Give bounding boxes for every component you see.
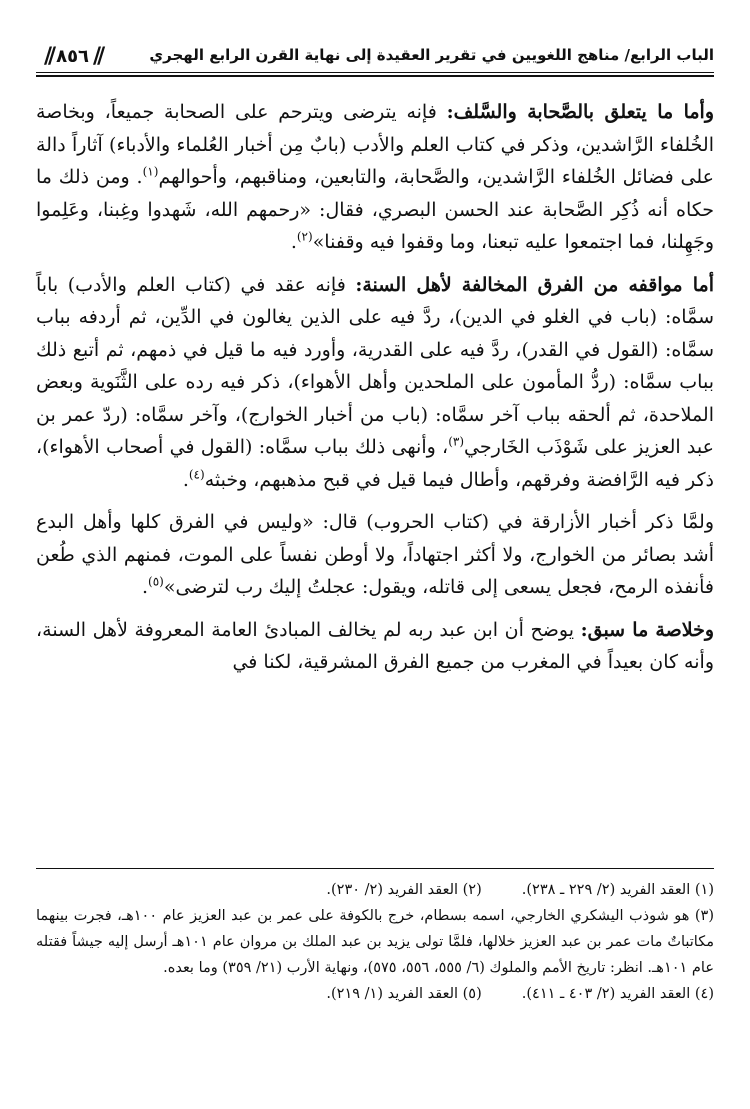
header-rule-thick bbox=[36, 75, 714, 77]
footnote-ref[interactable]: (٣) bbox=[448, 434, 465, 449]
page-number-box bbox=[42, 42, 103, 70]
footnotes bbox=[36, 868, 714, 1007]
footnote-ref[interactable]: (٤) bbox=[188, 467, 205, 482]
paragraph-lead: وأما ما يتعلق بالصَّحابة والسَّلف: bbox=[446, 101, 714, 123]
running-header bbox=[36, 38, 714, 80]
footnote-separator bbox=[36, 868, 714, 869]
main-text bbox=[36, 96, 714, 689]
footnote-2: (٢) العقد الفريد (٢/ ٢٣٠). bbox=[326, 882, 482, 898]
paragraph-end: . bbox=[182, 468, 189, 491]
paragraph-lead: أما مواقفه من الفرق المخالفة لأهل السنة: bbox=[355, 273, 714, 296]
slash-ornament-right: // bbox=[93, 43, 102, 69]
footnote-ref[interactable]: (٥) bbox=[148, 574, 164, 589]
footnote-list bbox=[36, 877, 714, 1007]
paragraph-text: يوضح أن ابن عبد ربه لم يخالف المبادئ العامة المعروفة لأهل السنة، وأنه كان بعيداً في المغرب من جميع الفرق المشرقية، لكنا في bbox=[36, 618, 714, 673]
paragraph-text: . ومن ذلك ما حكاه أنه ذُكِر الصَّحابة عند الحسن البصري، فقال: «رحمهم الله، شَهدوا وغِبنا، وعَلِموا وجَهِلنا، فما اجتمعوا عليه تبعنا، وما وقفوا فيه وقفنا» bbox=[36, 166, 714, 253]
paragraph-end: . bbox=[141, 576, 149, 598]
paragraph-text: فإنه عقد في (كتاب العلم والأدب) باباً سمَّاه: (باب في الغلو في الدين)، ردَّ فيه على الذين يغالون في الدِّين، ثم أردفه بباب سمَّاه: (القول في القدر)، ردَّ فيه على القدرية، وأورد فيه ما قيل في ذمهم، ثم أتبع ذلك بباب سمَّاه: (ردُّ المأمون على الملحدين وأهل الأهواء)، ذكر فيه رده على الثَّنَوية وبعض الملاحدة، ثم ألحقه بباب آخر سمَّاه: (باب من أخبار الخوارج)، وآخر سمَّاه: (ردّ عمر بن عبد العزيز على شَوْذَب الخَارجي bbox=[36, 273, 714, 458]
footnote-row bbox=[36, 877, 714, 903]
footnote-ref[interactable]: (١) bbox=[142, 164, 159, 179]
paragraph-lead: وخلاصة ما سبق: bbox=[580, 618, 714, 641]
footnote-3: (٣) هو شوذب اليشكري الخارجي، اسمه بسطام، خرج بالكوفة على عمر بن عبد العزيز عام ١٠٠هـ، فجرت بينهما مكاتباتٌ مات عمر بن عبد العزيز خلالها، فلمَّا تولى يزيد بن عبد الملك بن مروان عام ١٠١هـ أرسل إليه جيشاً فقتله عام ١٠١هـ. انظر: تاريخ الأمم والملوك (٦/ ٥٥٥، ٥٥٦، ٥٧٥)، ونهاية الأرب (٢١/ ٣٥٩) وما بعده. bbox=[36, 908, 714, 976]
paragraph-end: . bbox=[290, 231, 297, 253]
paragraph-text: فإنه يترضى ويترحم على الصحابة جميعاً، وبخاصة الخُلفاء الرَّاشدين، وذكر في كتاب العلم والأدب (بابٌ مِن أخبار العُلماء والأدباء) آثاراً دالة على فضائل الخُلفاء الرَّاشدين، والصَّحابة، والتابعين، ومناقبهم، وأحوالهم bbox=[36, 101, 715, 188]
paragraph-text: ، وأنهى ذلك بباب سمَّاه: (القول في أصحاب الأهواء)، ذكر فيه الرَّافضة وفرقهم، وأطال فيما قيل في قبح مذهبهم، وخبثه bbox=[36, 436, 714, 491]
footnote-row bbox=[36, 981, 714, 1007]
footnote-ref[interactable]: (٢) bbox=[296, 229, 313, 244]
slash-ornament-left: // bbox=[44, 43, 53, 69]
header-rule bbox=[36, 72, 714, 73]
paragraph-sects bbox=[36, 269, 714, 497]
footnote-4: (٤) العقد الفريد (٢/ ٤٠٣ ـ ٤١١). bbox=[521, 986, 714, 1002]
footnote-1: (١) العقد الفريد (٢/ ٢٢٩ ـ ٢٣٨). bbox=[521, 882, 714, 898]
chapter-title: الباب الرابع/ مناهج اللغويين في تقرير العقيدة إلى نهاية القرن الرابع الهجري bbox=[149, 46, 714, 64]
footnote-5: (٥) العقد الفريد (١/ ٢١٩). bbox=[326, 986, 482, 1002]
paragraph-companions bbox=[36, 96, 714, 259]
paragraph-azariqa bbox=[36, 506, 714, 604]
page-number: ٨٥٦ bbox=[56, 45, 90, 67]
paragraph-text: ولمَّا ذكر أخبار الأزارقة في (كتاب الحروب) قال: «وليس في الفرق كلها وأهل البدع أشد بصائر من الخوارج، ولا أكثر اجتهاداً، ولا أوطن نفساً على الموت، فمنهم الذي طُعن فأنفذه الرمح، فجعل يسعى إلى قاتله، ويقول: عجلتُ إليك رب لترضى» bbox=[36, 511, 714, 598]
paragraph-summary bbox=[36, 614, 714, 679]
